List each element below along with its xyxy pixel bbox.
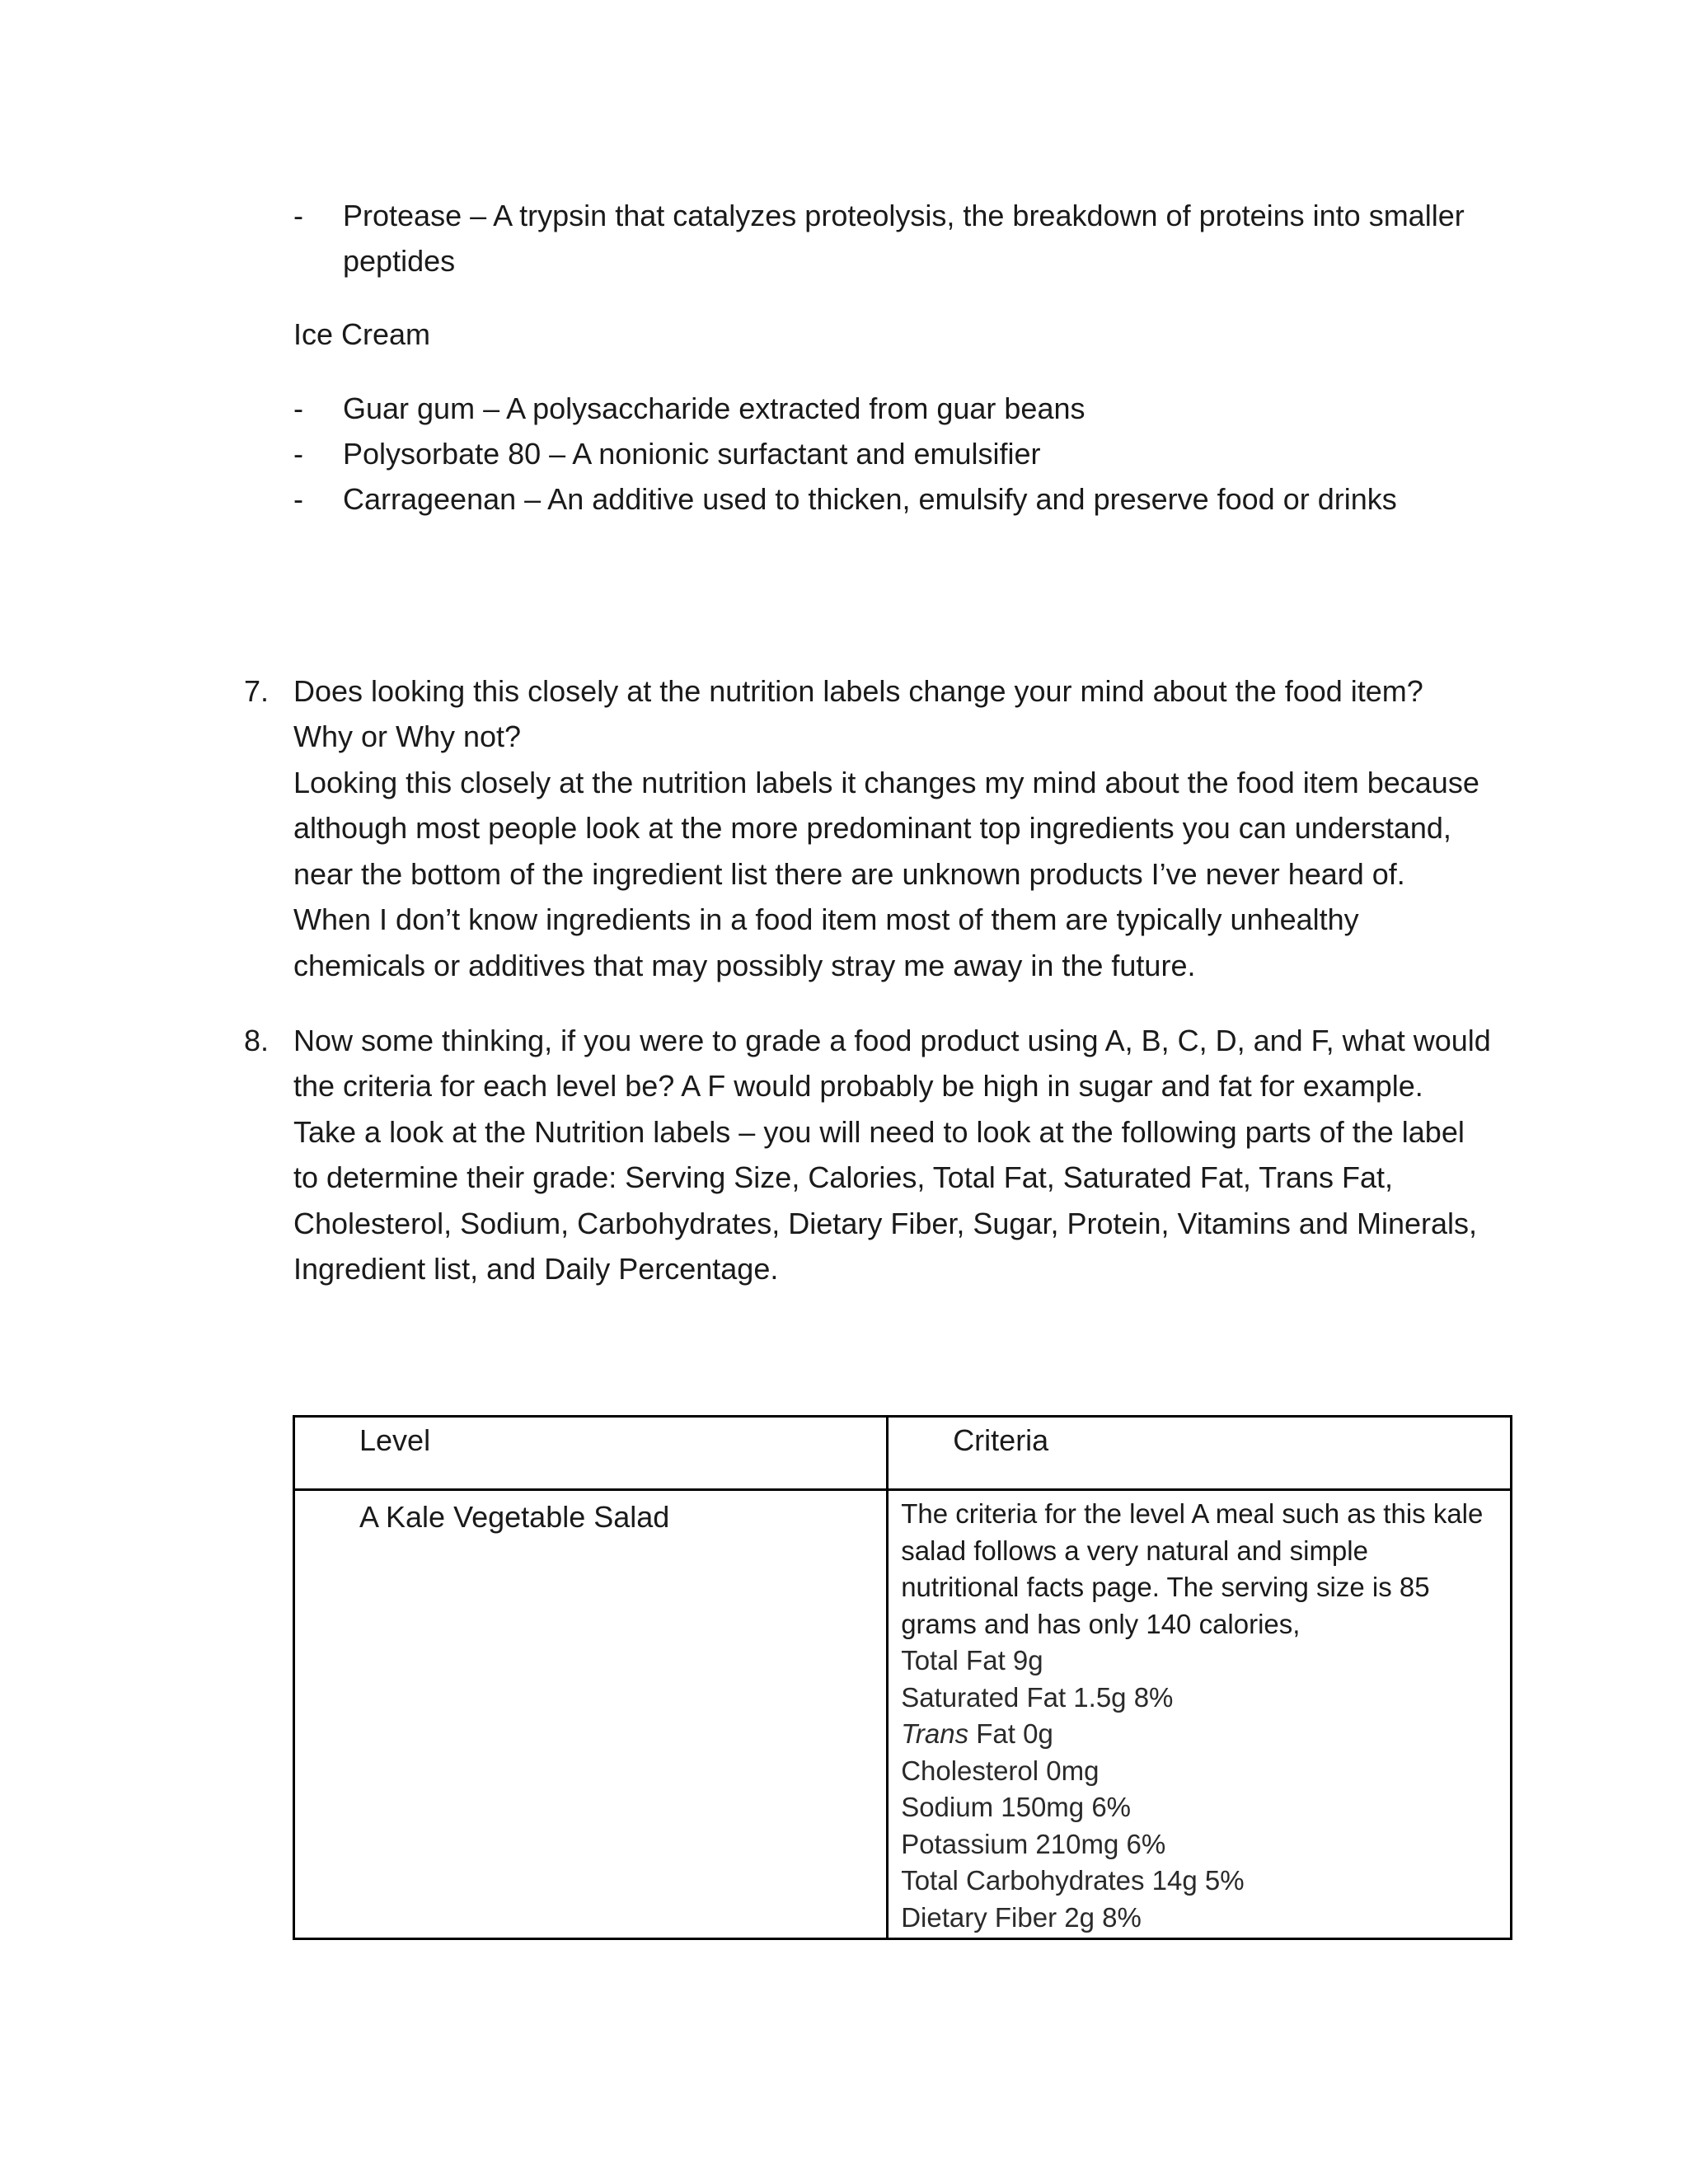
- table-cell: [294, 1490, 888, 1939]
- question-number: 7.: [244, 674, 270, 708]
- q7-answer-line: although most people look at the more predominant top ingredients you can understand,: [293, 811, 1451, 845]
- bullet-dash: -: [293, 199, 303, 232]
- table-row: [294, 1490, 1512, 1939]
- ice-cream-heading: Ice Cream: [293, 317, 431, 351]
- criteria-line: Sodium 150mg 6%: [901, 1792, 1132, 1822]
- q8-line: the criteria for each level be? A F would probably be high in sugar and fat for example.: [293, 1069, 1423, 1103]
- table-header-cell: [888, 1417, 1512, 1490]
- criteria-line: The criteria for the level A meal such as this kale: [901, 1498, 1484, 1529]
- q8-line: Now some thinking, if you were to grade a food product using A, B, C, D, and F, what would: [293, 1024, 1491, 1057]
- criteria-line: Cholesterol 0mg: [901, 1755, 1100, 1786]
- criteria-line-trans-fat: [901, 1716, 1510, 1753]
- q7-answer-line: Looking this closely at the nutrition labels it changes my mind about the food item because: [293, 766, 1479, 799]
- q7-line: Does looking this closely at the nutrition labels change your mind about the food item?: [293, 674, 1423, 708]
- q8-line: Take a look at the Nutrition labels – you will need to look at the following parts of the label: [293, 1115, 1465, 1149]
- table-cell: [888, 1490, 1512, 1939]
- bullet-dash: -: [293, 482, 303, 516]
- criteria-line: Potassium 210mg 6%: [901, 1828, 1166, 1859]
- q8-line: Ingredient list, and Daily Percentage.: [293, 1252, 779, 1286]
- q8-line: to determine their grade: Serving Size, Calories, Total Fat, Saturated Fat, Trans Fat,: [293, 1160, 1393, 1194]
- table-header-row: [294, 1417, 1512, 1490]
- criteria-line: grams and has only 140 calories,: [901, 1608, 1301, 1639]
- q7-answer-line: chemicals or additives that may possibly stray me away in the future.: [293, 949, 1196, 982]
- table-header-cell: [294, 1417, 888, 1490]
- protease-line-1: Protease – A trypsin that catalyzes proteolysis, the breakdown of proteins into smaller: [343, 199, 1465, 232]
- trans-rest: Fat 0g: [968, 1718, 1053, 1749]
- bullet-dash: -: [293, 391, 303, 425]
- ice-cream-item: Carrageenan – An additive used to thicken, emulsify and preserve food or drinks: [343, 482, 1397, 516]
- criteria-line: Dietary Fiber 2g 8%: [901, 1901, 1142, 1933]
- q7-answer-line: When I don’t know ingredients in a food item most of them are typically unhealthy: [293, 902, 1359, 936]
- criteria-line: Total Carbohydrates 14g 5%: [901, 1865, 1245, 1896]
- q7-answer-line: near the bottom of the ingredient list there are unknown products I’ve never heard of.: [293, 857, 1405, 891]
- criteria-line: Saturated Fat 1.5g 8%: [901, 1681, 1174, 1713]
- question-number: 8.: [244, 1024, 270, 1057]
- q7-line: Why or Why not?: [293, 719, 522, 753]
- trans-italic: Trans: [901, 1718, 969, 1749]
- ice-cream-item: Polysorbate 80 – A nonionic surfactant and emulsifier: [343, 437, 1041, 471]
- grading-criteria-table: [293, 1415, 1512, 1940]
- header-criteria: Criteria: [953, 1423, 1049, 1457]
- q8-line: Cholesterol, Sodium, Carbohydrates, Dietary Fiber, Sugar, Protein, Vitamins and Minerals,: [293, 1207, 1478, 1240]
- criteria-line: Total Fat 9g: [901, 1645, 1043, 1675]
- criteria-line: salad follows a very natural and simple: [901, 1535, 1368, 1566]
- header-level: Level: [359, 1423, 431, 1457]
- protease-line-2: peptides: [343, 244, 456, 278]
- ice-cream-item: Guar gum – A polysaccharide extracted from guar beans: [343, 391, 1085, 425]
- criteria-text: [889, 1491, 1510, 1938]
- bullet-dash: -: [293, 437, 303, 471]
- criteria-line: nutritional facts page. The serving size is 85: [901, 1572, 1430, 1602]
- row-level-name: A Kale Vegetable Salad: [359, 1500, 670, 1534]
